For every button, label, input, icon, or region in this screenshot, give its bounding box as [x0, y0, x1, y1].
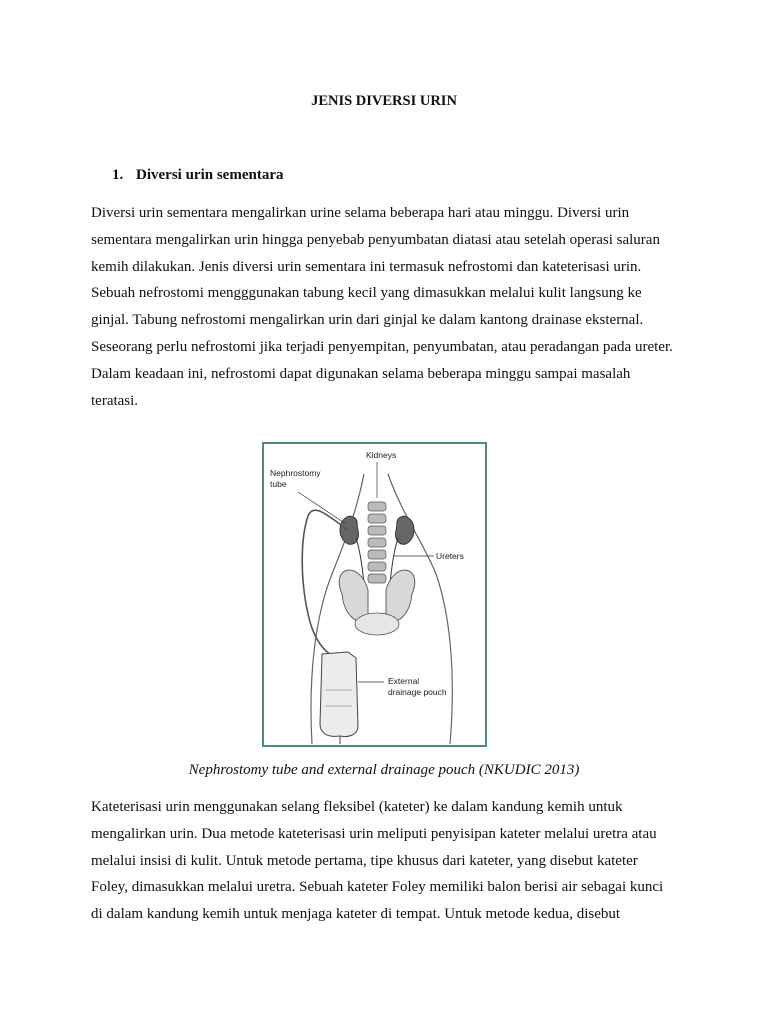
label-kidneys: Kidneys	[366, 450, 397, 460]
paragraph-1	[91, 200, 673, 414]
paragraph-line: Foley, dimasukkan melalui uretra. Sebuah kateter Foley memiliki balon berisi air sebagai kunci	[91, 879, 664, 896]
paragraph-line: melalui insisi di kulit. Untuk metode pertama, tipe khusus dari kateter, yang disebut kateter	[91, 852, 638, 869]
paragraph-line: ginjal. Tabung nefrostomi mengalirkan urin dari ginjal ke dalam kantong drainase eksternal.	[91, 312, 644, 329]
paragraph-line: Diversi urin sementara mengalirkan urine selama beberapa hari atau minggu. Diversi urin	[91, 205, 630, 221]
paragraph-line: kemih dilakukan. Jenis diversi urin sementara ini termasuk nefrostomi dan kateterisasi urin.	[91, 258, 642, 275]
paragraph-line: Sebuah nefrostomi mengggunakan tabung kecil yang dimasukkan melalui kulit langsung ke	[91, 285, 642, 302]
paragraph-line: Seseorang perlu nefrostomi jika terjadi penyempitan, penyumbatan, atau peradangan pada ureter.	[91, 338, 673, 355]
label-ureters: Ureters	[436, 551, 464, 561]
paragraph-line: teratasi.	[91, 392, 139, 409]
anatomy-illustration	[264, 444, 485, 745]
label-nephrostomy-tube-2: tube	[270, 479, 287, 489]
section-heading	[112, 167, 283, 184]
paragraph-line: di dalam kandung kemih untuk menjaga kateter di tempat. Untuk metode kedua, disebut	[91, 906, 621, 923]
section-heading-text: Diversi urin sementara	[136, 167, 284, 183]
paragraph-line: Kateterisasi urin menggunakan selang fleksibel (kateter) ke dalam kandung kemih untuk	[91, 799, 623, 815]
figure-caption: Nephrostomy tube and external drainage pouch (NKUDIC 2013)	[188, 762, 580, 778]
paragraph-2	[91, 794, 663, 928]
paragraph-line: mengalirkan urin. Dua metode kateterisasi urin meliputi penyisipan kateter melalui uretra atau	[91, 825, 657, 842]
paragraph-line: Dalam keadaan ini, nefrostomi dapat digunakan selama beberapa minggu sampai masalah	[91, 365, 631, 382]
figure-nephrostomy-illustration	[262, 442, 487, 747]
page-title: JENIS DIVERSI URIN	[311, 93, 457, 109]
label-external-pouch-2: drainage pouch	[388, 687, 447, 697]
label-nephrostomy-tube: Nephrostomy	[270, 468, 321, 478]
section-number: 1.	[112, 167, 124, 183]
label-external-pouch: External	[388, 676, 420, 686]
paragraph-line: sementara mengalirkan urin hingga penyebab penyumbatan diatasi atau setelah operasi saluran	[91, 231, 660, 248]
